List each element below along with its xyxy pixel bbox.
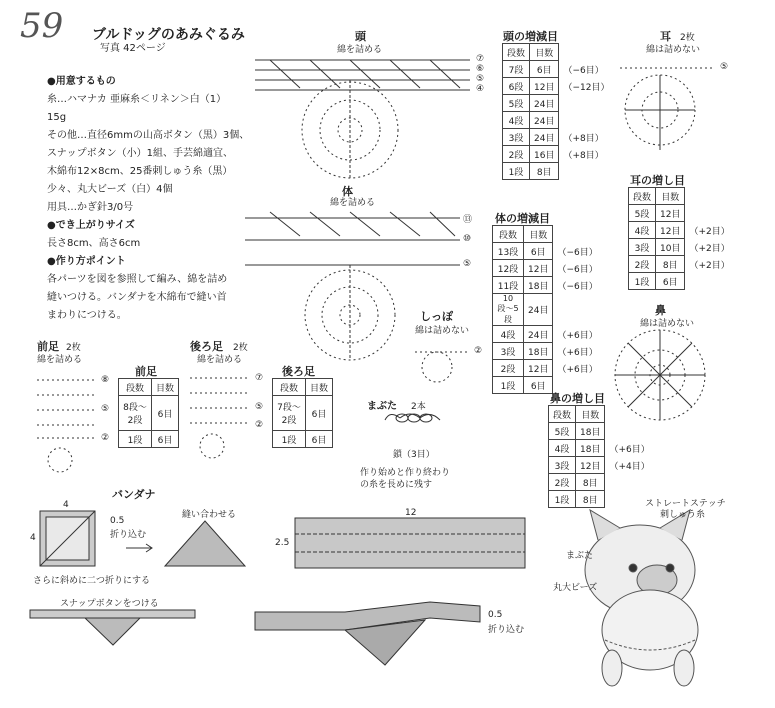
points-line: 縫いつける。バンダナを木綿布で縫い首 [47, 292, 227, 303]
materials-line: スナップボタン（小）1組、手芸綿適宜、 [47, 148, 233, 159]
beads-label: 丸大ビーズ [553, 583, 598, 593]
back-leg-row-label: ⑤ [255, 402, 264, 412]
front-leg-count: 2枚 [66, 343, 81, 353]
head-row-label: ⑦ [476, 54, 485, 64]
bandana-square [40, 511, 95, 566]
materials-line: 少々、丸大ビーズ（白）4個 [47, 184, 173, 195]
bandana-band [255, 602, 480, 665]
eyelid-note: の糸を長めに残す [360, 480, 433, 490]
front-leg-note: 綿を詰める [37, 355, 83, 365]
body-row-label: ⑩ [463, 234, 472, 244]
bandana-width: 2.5 [275, 538, 290, 548]
arrow-1 [126, 544, 152, 552]
front-leg-count-table: 段数 目数 8段〜2段 6目 1段 6目 [118, 378, 179, 448]
back-leg-title: 後ろ足 [190, 340, 223, 353]
tail-title: しっぽ [420, 310, 453, 323]
materials-heading: ●用意するもの [47, 76, 116, 87]
front-leg-title: 前足 [37, 340, 59, 353]
eyelid-chain [385, 414, 440, 422]
bandana-snap-label: スナップボタンをつける [60, 599, 159, 609]
tail-chart [415, 352, 470, 382]
body-count-table: 段数 目数 13段 6目 （−6目） 12段 12目 （−6目） 11段 18目 （−6目） 10段〜5段 24目 4段 24目 （+6目） 3段 18目 （+6目） 2段 12目 （+6目） 1段 6目 [492, 225, 603, 394]
body-chart [245, 212, 460, 360]
back-leg-table-title: 後ろ足 [282, 365, 315, 378]
eyelid-note: 作り始めと作り終わり [360, 468, 451, 478]
head-count-table: 段数 目数 7段 6目 （−6目） 6段 12目 （−12目） 5段 24目 4段 24目 3段 24目 （+8目） 2段 16目 （+8目） 1段 8目 [502, 43, 614, 180]
ear-note: 綿は詰めない [646, 45, 701, 55]
back-leg-count-table: 段数 目数 7段〜2段 6目 1段 6目 [272, 378, 333, 448]
materials-line: 用具…かぎ針3/0号 [47, 202, 134, 213]
back-leg-chart [190, 378, 250, 458]
ear-table-title: 耳の増し目 [630, 174, 685, 187]
front-leg-chart [37, 380, 97, 472]
bandana-sew: 縫い合わせる [182, 510, 237, 520]
head-chart [255, 60, 470, 180]
points-line: 各パーツを図を参照して編み、綿を詰め [47, 274, 228, 285]
ear-title: 耳 [660, 30, 671, 43]
points-line: まわりにつける。 [47, 310, 127, 321]
size-heading: ●でき上がりサイズ [47, 220, 135, 231]
bandana-fold-label: 折り込む [110, 530, 147, 540]
front-leg-row-label: ⑧ [101, 375, 110, 385]
head-row-label: ④ [476, 84, 485, 94]
bandana-fold: 0.5 [110, 516, 125, 526]
front-leg-table-title: 前足 [135, 365, 157, 378]
body-table-title: 体の増減目 [495, 212, 550, 225]
bandana-strip [295, 518, 525, 568]
head-table-title: 頭の増減目 [503, 30, 558, 43]
bandana-dim-side: 4 [30, 533, 36, 543]
nose-note: 綿は詰めない [640, 319, 695, 329]
bandana-triangle [165, 521, 245, 566]
nose-count-table: 段数 目数 5段 18目 4段 18目 （+6目） 3段 12目 （+4目） 2段 8目 1段 8目 [548, 405, 655, 508]
bandana-title: バンダナ [112, 488, 156, 501]
head-row-label: ⑥ [476, 64, 485, 74]
back-leg-row-label: ② [255, 420, 264, 430]
bandana-dim-top: 4 [63, 500, 69, 510]
bandana-length: 12 [405, 508, 417, 518]
bandana-diag-note: さらに斜めに二つ折りにする [33, 576, 151, 586]
materials-line: 木綿布12×8cm、25番刺しゅう糸（黒） [47, 166, 233, 177]
bandana-snap [30, 610, 195, 645]
pattern-number: 59 [20, 6, 64, 46]
size-text: 長さ8cm、高さ6cm [47, 238, 141, 249]
tail-note: 綿は詰めない [415, 326, 470, 336]
back-leg-count: 2枚 [233, 343, 248, 353]
head-note: 綿を詰める [337, 45, 383, 55]
ear-count: 2枚 [680, 33, 695, 43]
ear-row-label: ⑤ [720, 62, 729, 72]
eyelid-chain-label: 鎖（3目） [393, 450, 435, 460]
eyelid-count: 2本 [411, 402, 426, 412]
page-title: ブルドッグのあみぐるみ [92, 27, 245, 43]
body-title: 体 [342, 185, 353, 198]
ear-chart [620, 68, 715, 150]
eyelid-title: まぶた [367, 401, 397, 412]
finished-dog [585, 510, 698, 686]
materials-line: 15g [47, 112, 67, 123]
back-leg-note: 綿を詰める [197, 355, 243, 365]
photo-reference: 写真 42ページ [100, 43, 166, 54]
tail-row-label: ② [474, 346, 483, 356]
eyelid-pointer-label: まぶた [566, 551, 594, 561]
body-row-label: ⑤ [463, 259, 472, 269]
front-leg-row-label: ⑤ [101, 404, 110, 414]
body-note: 綿を詰める [330, 198, 376, 208]
head-row-label: ⑤ [476, 74, 485, 84]
nose-table-title: 鼻の増し目 [550, 392, 605, 405]
materials-line: 糸…ハマナカ 亜麻糸＜リネン＞白（1） [47, 94, 227, 105]
stitch-label: ストレートステッチ [645, 499, 726, 509]
body-row-label: ⑬ [463, 215, 473, 225]
back-leg-row-label: ⑦ [255, 373, 264, 383]
nose-title: 鼻 [655, 304, 666, 317]
ear-count-table: 段数 目数 5段 12目 4段 12目 （+2目） 3段 10目 （+2目） 2段 8目 （+2目） 1段 6目 [628, 187, 735, 290]
embroidery-label: 刺しゅう糸 [660, 510, 706, 520]
front-leg-row-label: ② [101, 433, 110, 443]
bandana-fold2-label: 折り込む [488, 625, 525, 635]
head-title: 頭 [355, 30, 366, 43]
points-heading: ●作り方ポイント [47, 256, 126, 267]
bandana-fold2: 0.5 [488, 610, 503, 620]
materials-line: その他…直径6mmの山高ボタン（黒）3個、 [47, 130, 250, 141]
